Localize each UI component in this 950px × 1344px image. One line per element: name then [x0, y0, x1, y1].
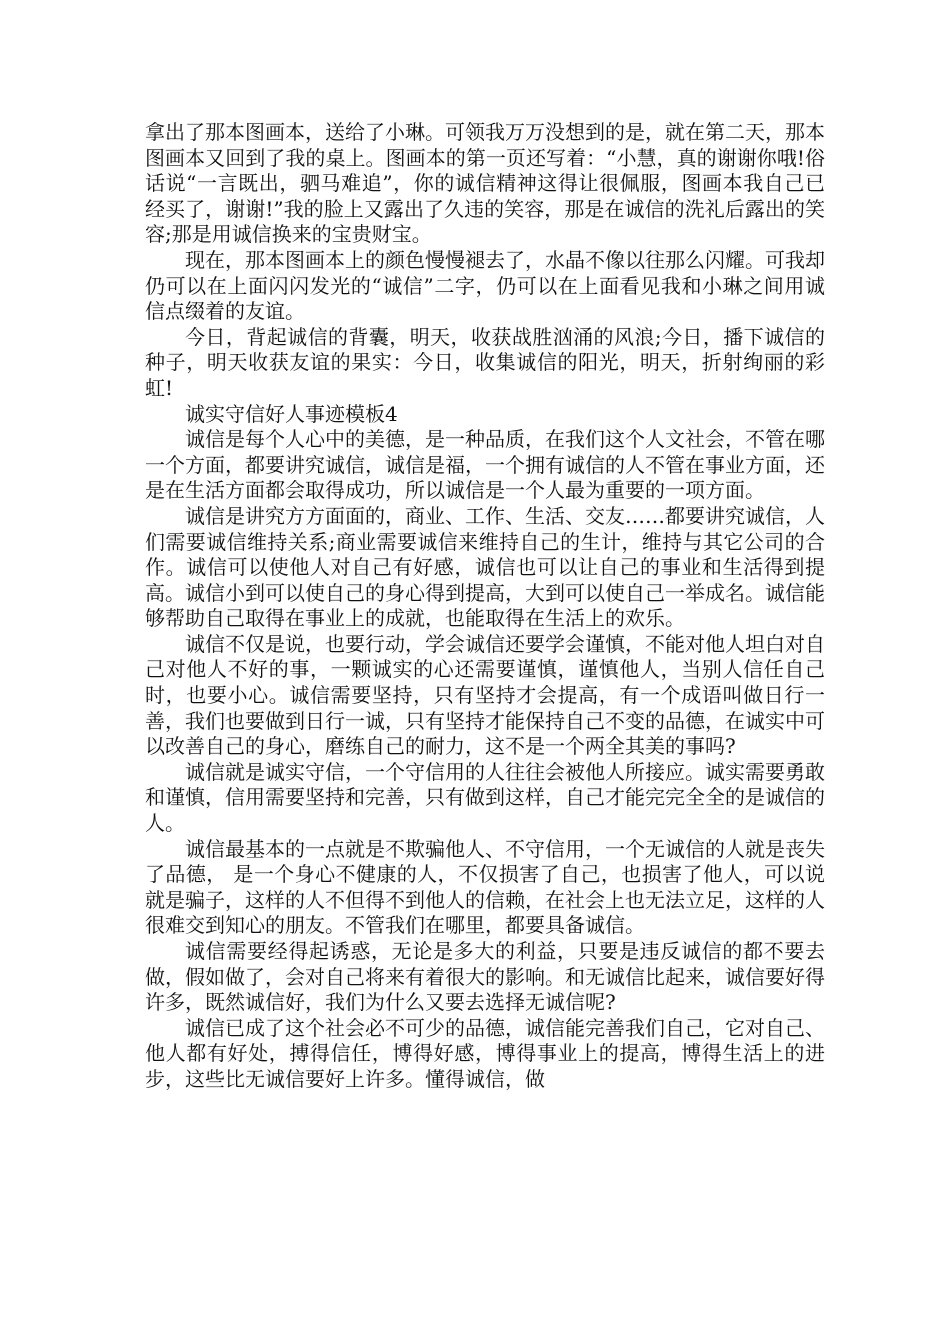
section-heading: 诚实守信好人事迹模板4 — [185, 401, 398, 426]
paragraph-10: 诚信已成了这个社会必不可少的品德，诚信能完善我们自己，它对自己、他人都有好处，搏得信任，博得好感，博得事业上的提高，博得生活上的进步，这些比无诚信要好上许多。懂得诚信，做 — [145, 1015, 825, 1091]
paragraph-9: 诚信需要经得起诱惑，无论是多大的利益，只要是违反诚信的都不要去做，假如做了，会对自己将来有着很大的影响。和无诚信比起来，诚信要好得许多，既然诚信好，我们为什么又要去选择无诚信呢? — [145, 939, 825, 1015]
paragraph-8: 诚信最基本的一点就是不欺骗他人、不守信用，一个无诚信的人就是丧失了品德， 是一个身心不健康的人，不仅损害了自己，也损害了他人，可以说就是骗子，这样的人不但得不到他人的信赖，在社会上也无法立足，这样的人很难交到知心的朋友。不管我们在哪里，都要具备诚信。 — [145, 836, 825, 938]
paragraph-4: 诚信是每个人心中的美德，是一种品质，在我们这个人文社会，不管在哪一个方面，都要讲究诚信，诚信是福，一个拥有诚信的人不管在事业方面，还是在生活方面都会取得成功，所以诚信是一个人最为重要的一项方面。 — [145, 427, 825, 503]
paragraph-3: 今日，背起诚信的背囊，明天，收获战胜汹涌的风浪;今日，播下诚信的种子，明天收获友谊的果实：今日，收集诚信的阳光，明天，折射绚丽的彩虹! — [145, 324, 825, 400]
paragraph-7: 诚信就是诚实守信，一个守信用的人往往会被他人所接应。诚实需要勇敢和谨慎，信用需要坚持和完善，只有做到这样，自己才能完完全全的是诚信的人。 — [145, 759, 825, 836]
paragraph-2: 现在，那本图画本上的颜色慢慢褪去了，水晶不像以往那么闪耀。可我却仍可以在上面闪闪发光的“诚信”二字，仍可以在上面看见我和小琳之间用诚信点缀着的友谊。 — [145, 247, 825, 324]
paragraph-1: 拿出了那本图画本，送给了小琳。可领我万万没想到的是，就在第二天，那本图画本又回到了我的桌上。图画本的第一页还写着：“小慧，真的谢谢你哦!俗话说“一言既出，驷马难追”，你的诚信精神这得让很佩服，图画本我自己已经买了，谢谢!”我的脸上又露出了久违的笑容，那是在诚信的洗礼后露出的笑容;那是用诚信换来的宝贵财宝。 — [145, 120, 825, 247]
paragraph-6: 诚信不仅是说，也要行动，学会诚信还要学会谨慎，不能对他人坦白对自己对他人不好的事，一颗诚实的心还需要谨慎，谨慎他人，当别人信任自己时，也要小心。诚信需要坚持，只有坚持才会提高，有一个成语叫做日行一善，我们也要做到日行一诚，只有坚持才能保持自己不变的品德，在诚实中可以改善自己的身心，磨练自己的耐力，这不是一个两全其美的事吗? — [145, 631, 825, 759]
paragraph-5: 诚信是讲究方方面面的，商业、工作、生活、交友……都要讲究诚信，人们需要诚信维持关系;商业需要诚信来维持自己的生计，维持与其它公司的合作。诚信可以使他人对自己有好感，诚信也可以让自己的事业和生活得到提高。诚信小到可以使自己的身心得到提高，大到可以使自己一举成名。诚信能够帮助自己取得在事业上的成就，也能取得在生活上的欢乐。 — [145, 503, 825, 631]
document-body — [145, 120, 825, 1093]
